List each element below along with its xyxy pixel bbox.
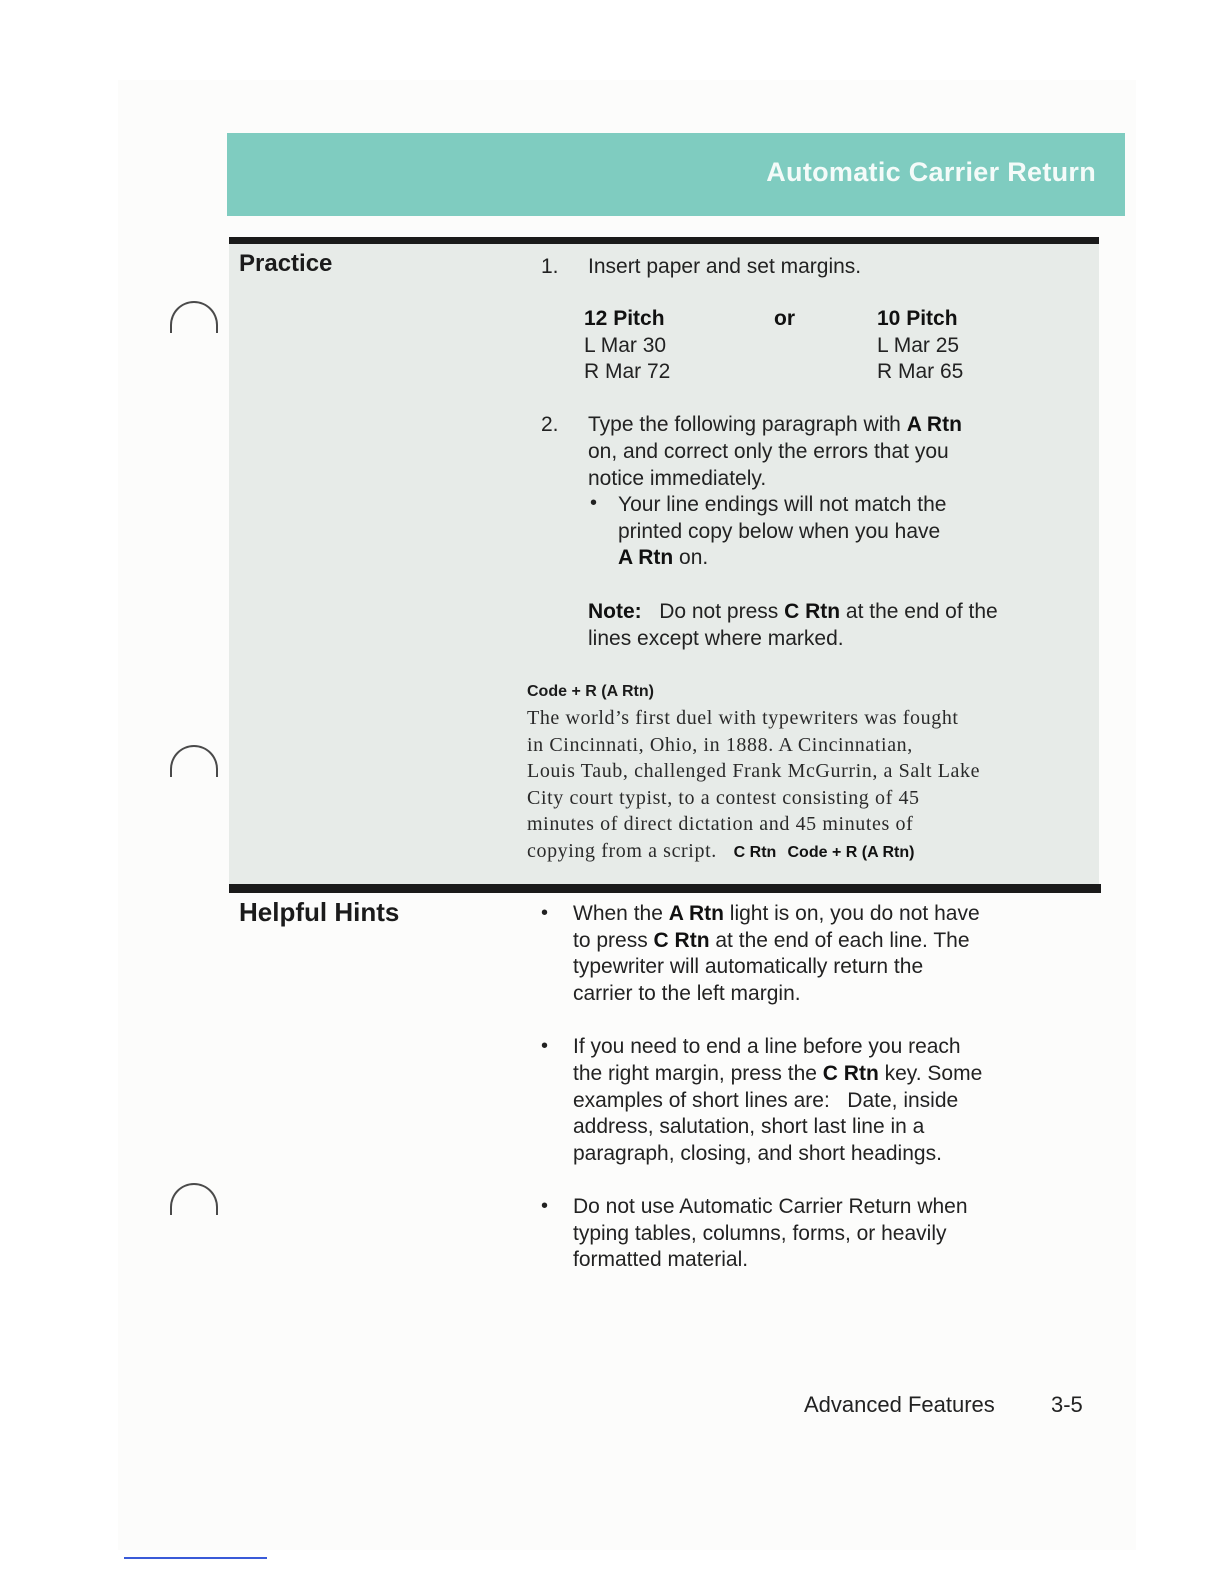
note-text: lines except where marked. — [588, 627, 844, 650]
hint-text: examples of short lines are: Date, inside — [573, 1089, 959, 1112]
bullet-marker: • — [590, 492, 598, 514]
code-label: Code + R (A Rtn) — [527, 683, 654, 700]
sub-bullet-text: printed copy below when you have — [618, 520, 941, 543]
step-number: 1. — [541, 255, 559, 278]
footer-section-name: Advanced Features — [804, 1392, 995, 1417]
practice-passage-line: Louis Taub, challenged Frank McGurrin, a Salt Lake — [527, 760, 981, 782]
hint-text: address, salutation, short last line in a — [573, 1115, 925, 1138]
step-number: 2. — [541, 413, 559, 436]
step-text: Insert paper and set margins. — [588, 255, 862, 278]
hint-text: the right margin, press the C Rtn key. Some — [573, 1062, 983, 1085]
margin-value: L Mar 25 — [877, 334, 960, 357]
pitch-heading: 10 Pitch — [877, 307, 958, 330]
margin-value: R Mar 72 — [584, 360, 671, 383]
hint-text: formatted material. — [573, 1248, 749, 1271]
hint-text: When the A Rtn light is on, you do not have — [573, 902, 980, 925]
page-title: Automatic Carrier Return — [766, 157, 1096, 187]
practice-passage-line: City court typist, to a contest consisting of 45 — [527, 787, 920, 809]
pitch-heading: 12 Pitch — [584, 307, 665, 330]
sub-bullet-text: Your line endings will not match the — [618, 493, 947, 516]
helpful-hints-heading: Helpful Hints — [239, 897, 400, 927]
practice-passage-line: minutes of direct dictation and 45 minutes of — [527, 813, 914, 835]
hint-text: typewriter will automatically return the — [573, 955, 924, 978]
bullet-marker: • — [541, 902, 549, 924]
step-text: on, and correct only the errors that you — [588, 440, 949, 463]
note-text: Note: Do not press C Rtn at the end of the — [588, 600, 998, 623]
hint-text: to press C Rtn at the end of each line. The — [573, 929, 970, 952]
bullet-marker: • — [541, 1195, 549, 1217]
footer-page-number: 3-5 — [1051, 1392, 1083, 1417]
practice-passage-line: in Cincinnati, Ohio, in 1888. A Cincinnatian, — [527, 734, 913, 756]
or-label: or — [774, 307, 795, 330]
step-text: notice immediately. — [588, 467, 767, 490]
practice-passage-line: The world’s first duel with typewriters was fought — [527, 707, 959, 729]
section-divider-middle — [229, 884, 1101, 893]
step-text: Type the following paragraph with A Rtn — [588, 413, 962, 436]
hint-text: typing tables, columns, forms, or heavily — [573, 1222, 947, 1245]
scan-edge-line — [124, 1557, 267, 1559]
sub-bullet-text: A Rtn on. — [618, 546, 709, 569]
margin-value: R Mar 65 — [877, 360, 964, 383]
hint-text: carrier to the left margin. — [573, 982, 801, 1005]
margin-value: L Mar 30 — [584, 334, 667, 357]
bullet-marker: • — [541, 1035, 549, 1057]
practice-passage-line: copying from a script. C Rtn Code + R (A Rtn) — [527, 840, 915, 862]
hint-text: Do not use Automatic Carrier Return when — [573, 1195, 968, 1218]
hint-text: paragraph, closing, and short headings. — [573, 1142, 942, 1165]
hint-text: If you need to end a line before you reach — [573, 1035, 961, 1058]
practice-heading: Practice — [239, 250, 333, 277]
